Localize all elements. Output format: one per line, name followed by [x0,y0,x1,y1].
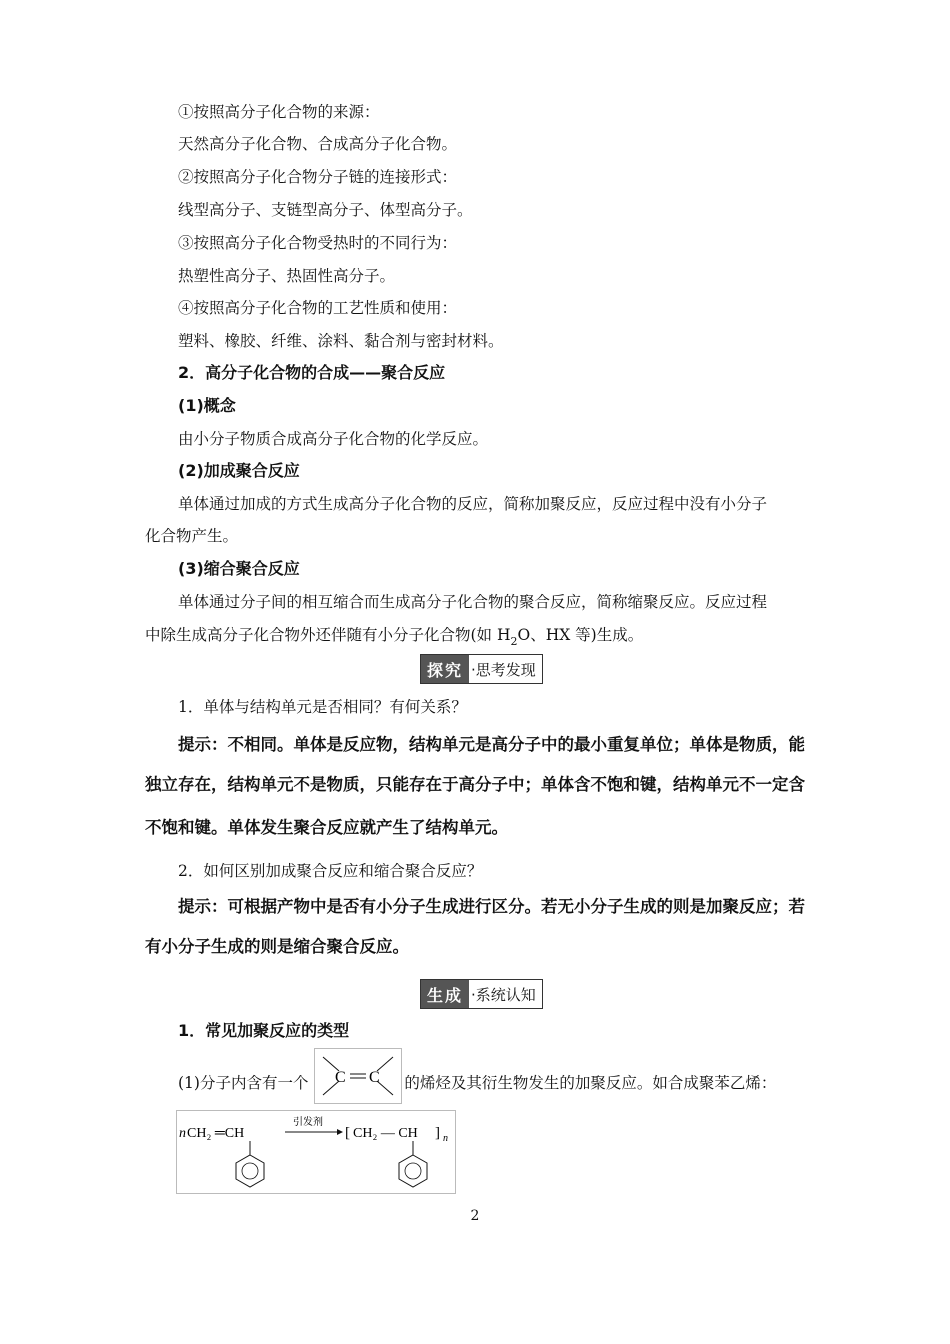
explore-badge [420,654,543,684]
condensation-text-b1: 中除生成高分子化合物外还伴随有小分子化合物(如 H [145,626,511,644]
section-heading-2: 2．高分子化合物的合成——聚合反应 [178,363,446,382]
line-6: 热塑性高分子、热固性高分子。 [178,267,396,285]
carbon-2: C [369,1069,380,1086]
line-7: ④按照高分子化合物的工艺性质和使用： [178,299,458,317]
eq-right: CH₂ — CH [353,1126,418,1141]
type-1-line [178,1066,776,1094]
alkene-cc-structure [314,1048,402,1104]
type-1-text-b: 的烯烃及其衍生物发生的加聚反应。如合成聚苯乙烯： [404,1074,777,1092]
polystyrene-equation [176,1110,456,1194]
system-badge-key: 生成 [421,980,469,1008]
system-badge-text: ·系统认知 [471,985,536,1004]
question-1: 1．单体与结构单元是否相同？有何关系？ [178,698,467,716]
concept-text: 由小分子物质合成高分子化合物的化学反应。 [178,430,489,448]
subheading-condensation: (3)缩合聚合反应 [178,559,300,578]
addition-text-a: 单体通过加成的方式生成高分子化合物的反应，简称加聚反应，反应过程中没有小分子 [178,495,768,513]
answer-2-b: 有小分子生成的则是缩合聚合反应。 [145,937,409,956]
question-2: 2．如何区别加成聚合反应和缩合聚合反应？ [178,862,483,880]
eq-right-bracket: ] [435,1125,440,1141]
polystyrene-equation-diagram [177,1111,455,1193]
subheading-concept: (1)概念 [178,396,236,415]
heading-addition-types: 1．常见加聚反应的类型 [178,1021,350,1040]
line-8: 塑料、橡胶、纤维、涂料、黏合剂与密封材料。 [178,332,504,350]
system-badge [420,979,543,1009]
h2o-subscript: 2 [510,635,518,648]
line-1: ①按照高分子化合物的来源： [178,103,380,121]
eq-n: n [179,1126,186,1141]
answer-1-b: 独立存在，结构单元不是物质，只能存在于高分子中；单体含不饱和键，结构单元不一定含 [145,775,805,794]
answer-1-a: 提示：不相同。单体是反应物，结构单元是高分子中的最小重复单位；单体是物质，能 [178,735,805,754]
line-2: 天然高分子化合物、合成高分子化合物。 [178,135,458,153]
page-number: 2 [470,1208,480,1224]
explore-badge-key: 探究 [421,655,469,683]
type-1-text-a: (1)分子内含有一个 [178,1074,309,1092]
eq-left-bracket: [ [345,1125,350,1141]
condensation-text-b2: O、HX 等)生成。 [517,626,644,644]
answer-2-a: 提示：可根据产物中是否有小分子生成进行区分。若无小分子生成的则是加聚反应；若 [178,897,805,916]
line-3: ②按照高分子化合物分子链的连接形式： [178,168,458,186]
explore-badge-text: ·思考发现 [471,660,536,679]
subheading-addition: (2)加成聚合反应 [178,461,300,480]
eq-left: CH₂ ═CH [187,1126,245,1141]
condensation-text-a: 单体通过分子间的相互缩合而生成高分子化合物的聚合反应，简称缩聚反应。反应过程 [178,593,768,611]
addition-text-b: 化合物产生。 [145,527,239,545]
condensation-text-b [145,624,643,653]
answer-1-c: 不饱和键。单体发生聚合反应就产生了结构单元。 [145,818,508,837]
eq-sub-n: n [443,1133,448,1144]
eq-arrow-label: 引发剂 [293,1117,323,1128]
carbon-1: C [335,1069,346,1086]
line-4: 线型高分子、支链型高分子、体型高分子。 [178,201,473,219]
cc-double-bond-diagram [315,1049,401,1103]
line-5: ③按照高分子化合物受热时的不同行为： [178,234,458,252]
